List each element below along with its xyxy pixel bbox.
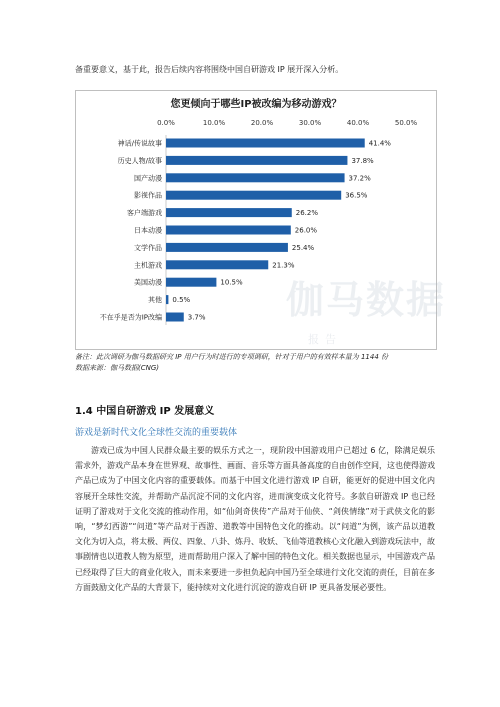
x-axis-ticks — [157, 119, 417, 127]
x-tick-label: 30.0% — [298, 119, 322, 127]
category-label: 日本动漫 — [134, 226, 162, 235]
value-label: 37.8% — [351, 156, 374, 165]
value-label: 25.4% — [291, 243, 315, 252]
x-tick-label: 40.0% — [346, 119, 370, 127]
value-label: 26.2% — [295, 209, 319, 218]
category-label: 国产动漫 — [134, 174, 162, 183]
chart-note — [75, 352, 435, 374]
note-sample: 备注：此次调研为伽马数据研究 IP 用户行为时进行的专项调研，针对于用户的有效样本量为 1144 份 — [75, 353, 388, 361]
category-label: 文学作品 — [134, 243, 162, 252]
category-label: 不在乎是否为IP改编 — [99, 313, 162, 322]
value-label: 10.5% — [220, 278, 243, 287]
watermark-sub: 报告 — [308, 333, 342, 346]
bar — [166, 313, 184, 322]
x-tick-label: 0.0% — [157, 119, 175, 127]
category-label: 客户端游戏 — [127, 209, 162, 218]
bar — [166, 226, 291, 235]
bar-chart — [75, 90, 447, 350]
bar — [166, 295, 168, 304]
value-label: 37.2% — [348, 174, 371, 183]
category-label: 美国动漫 — [134, 278, 162, 287]
section-title: 1.4 中国自研游戏 IP 发展意义 — [75, 406, 215, 417]
bar — [166, 278, 216, 287]
bar — [166, 208, 292, 217]
body-paragraph: 游戏已成为中国人民群众最主要的娱乐方式之一，现阶段中国游戏用户已超过 6 亿，除满足娱乐需求外，游戏产品本身在世界观、故事性、画面、音乐等方面具备高度的自由创作空间，这也使得游戏产品已成为了中国文化内容的重要载体。而基于中国文化进行游戏 IP 自研，能更好的促进中国文化内容展开全球性交流，并帮助产品沉淀不同的文化内容，进而演变成文化符号。多款自研游戏 IP 也已经证明了游戏对于文化交流的推动作用，如“仙剑奇侠传”产品对于仙侠、“剑侠情缘”对于武侠文化的影响，“梦幻西游”“问道”等产品对于西游、道教等中国特色文化的推动。以“问道”为例，该产品以道教文化为切入点，将太极、两仪、四象、八卦、炼丹、收妖、飞仙等道教核心文化融入到游戏玩法中，故事剧情也以道教人物为原型，进而帮助用户深入了解中国的特色文化。相关数据也显示，中国游戏产品已经取得了巨大的商业化收入，而未来要进一步担负起向中国乃至全球进行文化交流的责任，目前在多方面鼓励文化产品的大背景下，能持续对文化进行沉淀的游戏自研 IP 更具备发展必要性。 — [75, 446, 435, 592]
category-label: 影视作品 — [134, 191, 162, 200]
x-tick-label: 50.0% — [394, 119, 418, 127]
bar — [166, 139, 365, 148]
category-label: 其他 — [148, 296, 162, 305]
bars-group — [100, 135, 392, 325]
category-label: 历史人物/故事 — [117, 156, 162, 165]
value-label: 21.3% — [272, 261, 295, 270]
note-source: 数据来源：伽马数据(CNG) — [75, 364, 160, 372]
bar — [166, 173, 345, 182]
bar — [166, 156, 347, 165]
value-label: 26.0% — [294, 226, 318, 235]
bar — [166, 191, 341, 200]
category-label: 主机游戏 — [134, 261, 162, 270]
x-tick-label: 20.0% — [250, 119, 274, 127]
chart-svg — [76, 91, 436, 349]
value-label: 36.5% — [345, 191, 368, 200]
bar — [166, 260, 268, 269]
x-tick-label: 10.0% — [202, 119, 226, 127]
value-label: 0.5% — [172, 296, 191, 305]
intro-text: 备重要意义，基于此，报告后续内容将围绕中国自研游戏 IP 展开深入分析。 — [75, 65, 344, 74]
value-label: 3.7% — [187, 313, 206, 322]
category-label: 神话/传说故事 — [117, 139, 162, 148]
watermark-logo: 伽马数据 — [286, 278, 447, 322]
chart-title: 您更倾向于哪些IP被改编为移动游戏？ — [170, 99, 342, 110]
bar — [166, 243, 288, 252]
value-label: 41.4% — [368, 139, 391, 148]
subsection-title: 游戏是新时代文化全球性交流的重要载体 — [75, 428, 238, 438]
